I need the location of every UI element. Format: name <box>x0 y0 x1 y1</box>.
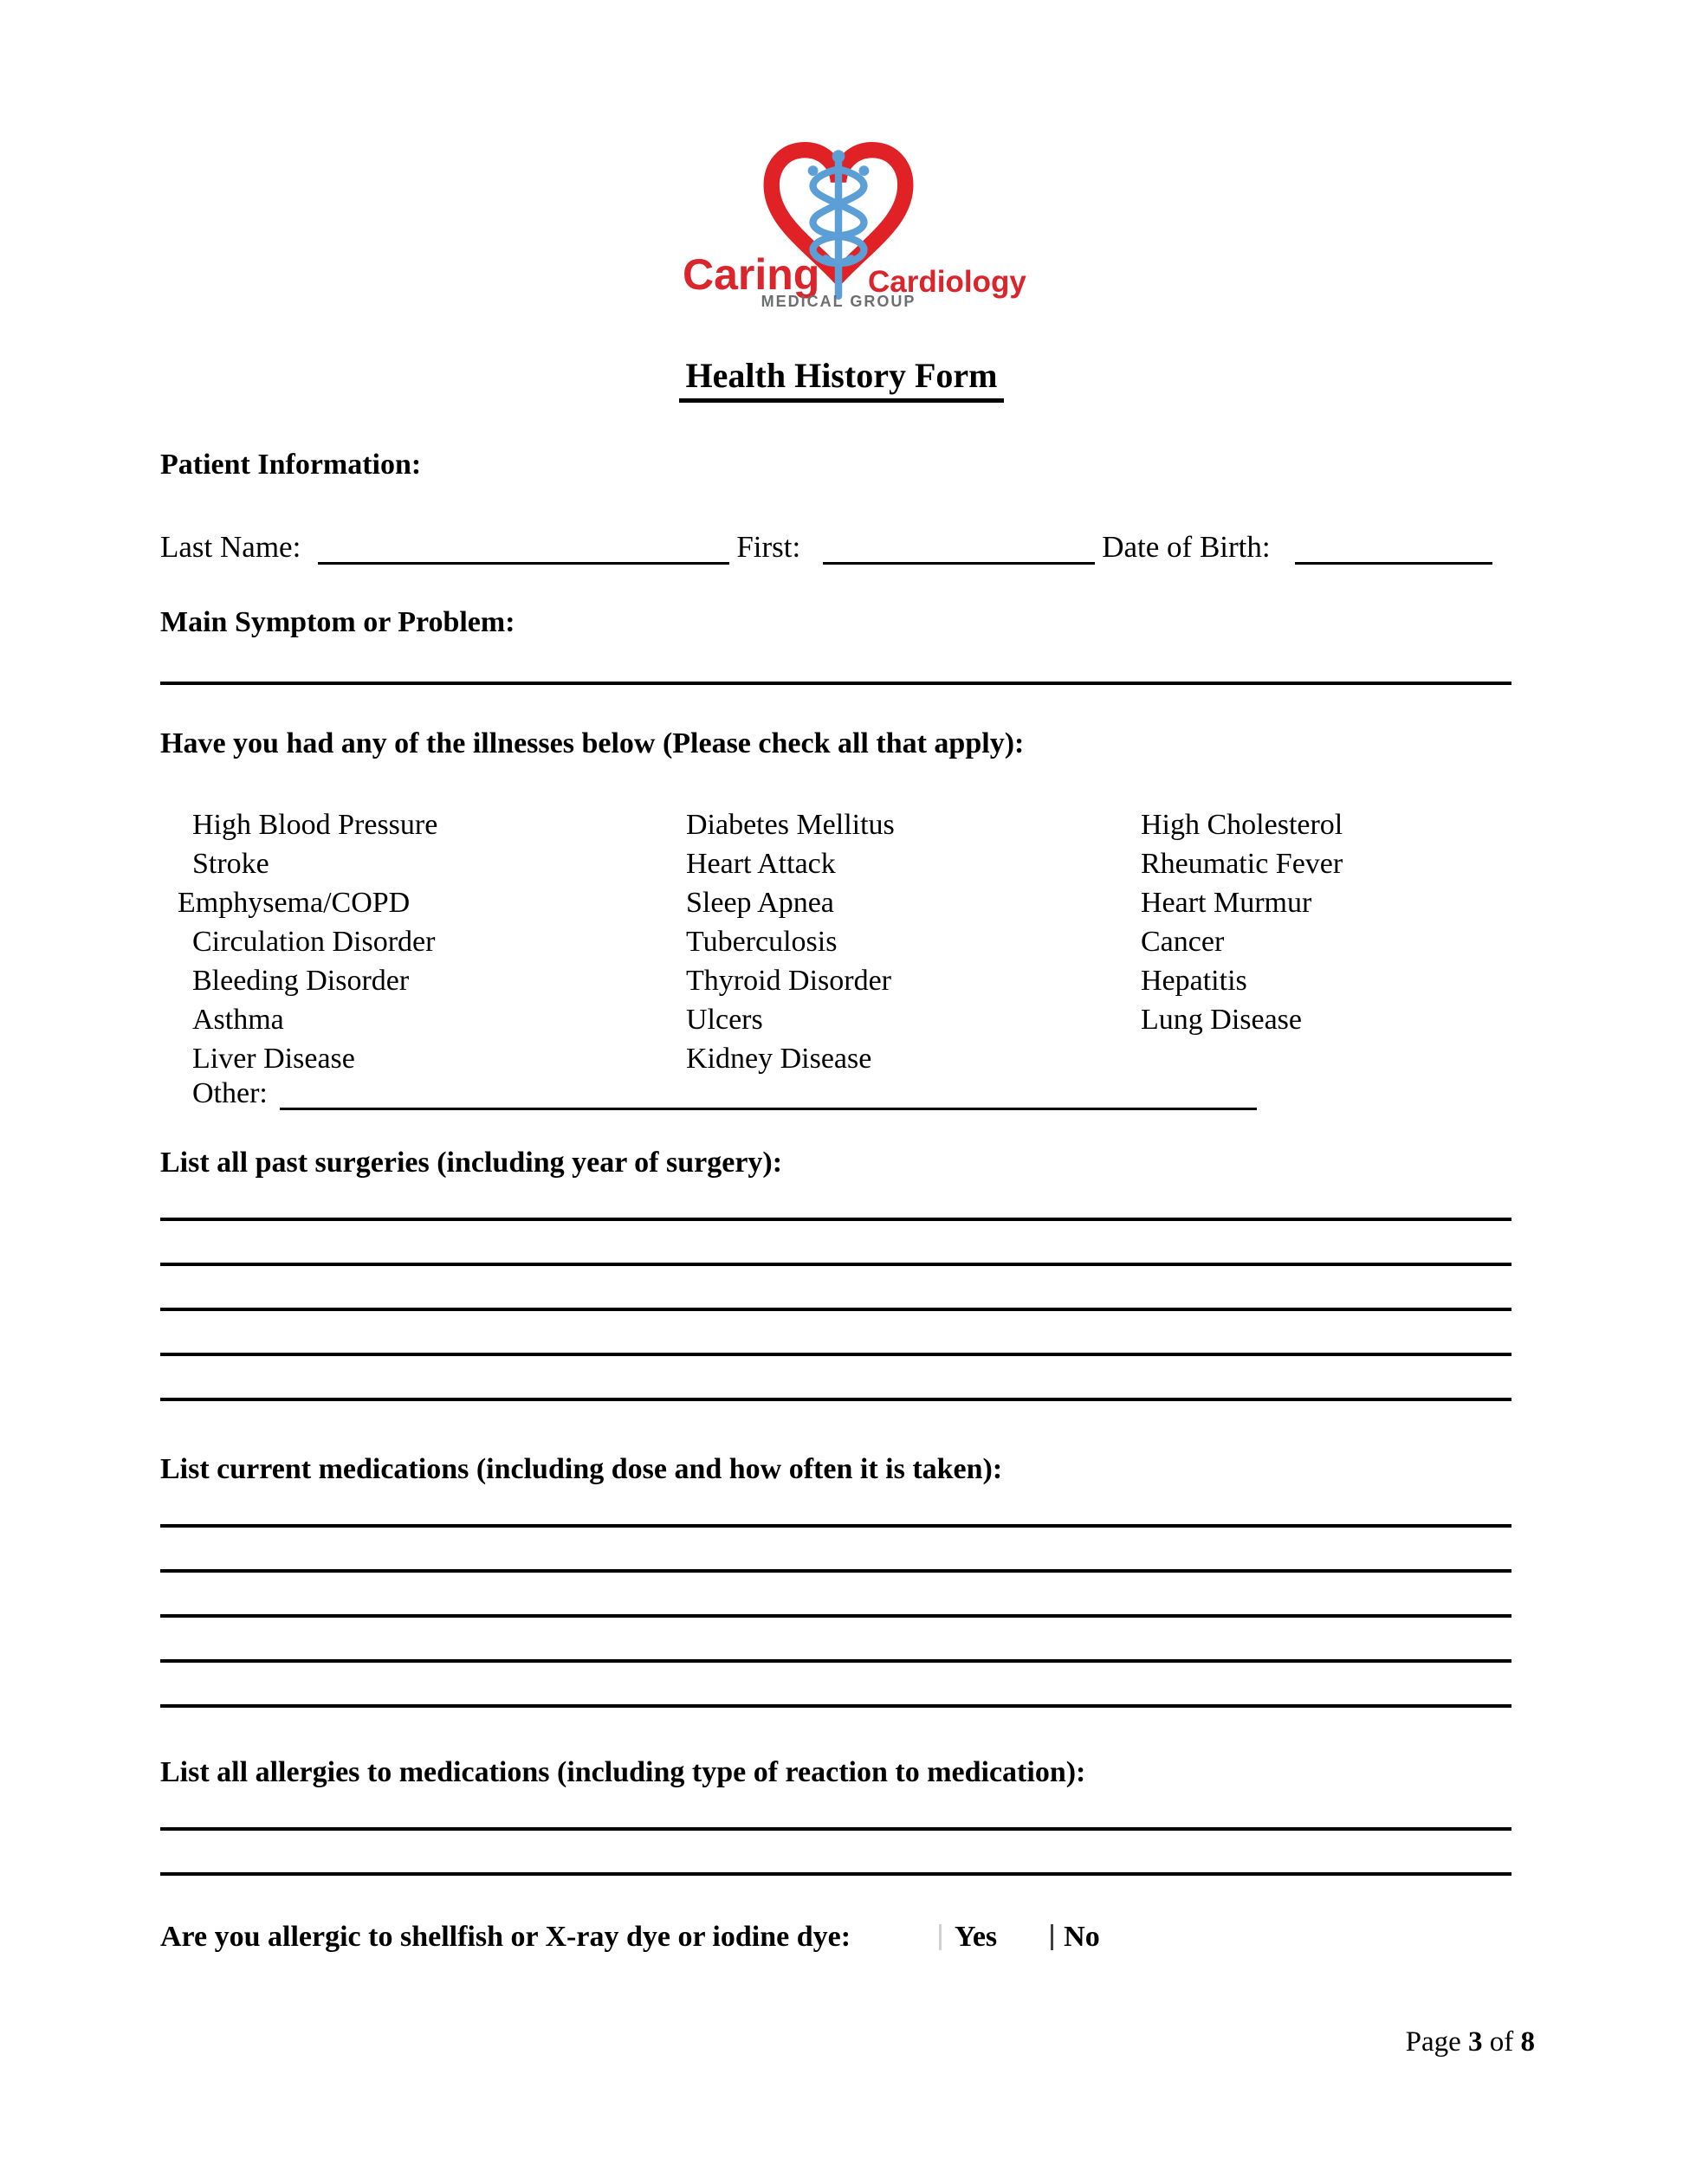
illness-item[interactable]: Diabetes Mellitus <box>686 809 895 841</box>
logo-cardiology-text: Cardiology <box>868 265 1026 299</box>
illness-other-row <box>192 1074 1257 1110</box>
fill-in-line[interactable] <box>160 1704 1511 1708</box>
logo-caring-text: Caring <box>683 250 820 299</box>
page-footer <box>1406 2026 1535 2058</box>
fill-in-line[interactable] <box>160 1218 1511 1221</box>
fill-in-line[interactable] <box>160 1524 1511 1528</box>
page-title: Health History Form <box>679 355 1005 403</box>
total-pages: 8 <box>1520 2026 1535 2058</box>
other-label: Other: <box>192 1077 268 1109</box>
illness-item[interactable]: Sleep Apnea <box>686 887 834 919</box>
illness-item[interactable]: Circulation Disorder <box>192 926 436 958</box>
illness-column-3 <box>1126 805 1343 1039</box>
illness-item[interactable]: Hepatitis <box>1141 965 1247 997</box>
illness-item[interactable]: Tuberculosis <box>686 926 838 958</box>
illness-question-heading: Have you had any of the illnesses below (Please check all that apply): <box>160 727 1025 759</box>
last-name-label: Last Name: <box>160 530 301 564</box>
medications-lines <box>160 1524 1511 1749</box>
illness-item[interactable]: High Cholesterol <box>1141 809 1343 841</box>
illness-item[interactable]: Asthma <box>192 1004 284 1036</box>
main-symptom-heading: Main Symptom or Problem: <box>160 606 515 638</box>
main-symptom-blank-line[interactable] <box>160 682 1511 685</box>
no-checkbox-mark[interactable] <box>1051 1924 1053 1950</box>
fill-in-line[interactable] <box>160 1353 1511 1356</box>
allergies-heading: List all allergies to medications (including type of reaction to medication): <box>160 1756 1086 1788</box>
illness-item[interactable]: Ulcers <box>686 1004 763 1036</box>
shellfish-question: Are you allergic to shellfish or X-ray dye or iodine dye: <box>160 1921 851 1953</box>
illness-item[interactable]: Bleeding Disorder <box>192 965 410 997</box>
illness-column-2 <box>671 805 895 1078</box>
fill-in-line[interactable] <box>160 1659 1511 1663</box>
patient-name-row <box>160 525 1524 565</box>
fill-in-line[interactable] <box>160 1398 1511 1401</box>
fill-in-line[interactable] <box>160 1569 1511 1573</box>
dob-blank[interactable] <box>1295 532 1492 565</box>
illness-item[interactable]: Heart Murmur <box>1141 887 1312 919</box>
logo-medical-group-text: MEDICAL GROUP <box>761 293 916 310</box>
fill-in-line[interactable] <box>160 1872 1511 1876</box>
illness-item[interactable]: Liver Disease <box>192 1043 355 1075</box>
illness-item[interactable]: Stroke <box>192 848 269 880</box>
first-name-blank[interactable] <box>823 532 1095 565</box>
illness-item[interactable]: Cancer <box>1141 926 1225 958</box>
medications-heading: List current medications (including dose and how often it is taken): <box>160 1453 1003 1485</box>
illness-item[interactable]: Heart Attack <box>686 848 836 880</box>
shellfish-question-row <box>160 1921 1100 1954</box>
illness-column-1 <box>178 805 437 1078</box>
surgeries-heading: List all past surgeries (including year of surgery): <box>160 1147 783 1179</box>
illness-item[interactable]: Kidney Disease <box>686 1043 872 1075</box>
no-label[interactable]: No <box>1064 1921 1100 1953</box>
illness-item[interactable]: Thyroid Disorder <box>686 965 892 997</box>
allergies-lines <box>160 1827 1511 1917</box>
fill-in-line[interactable] <box>160 1263 1511 1266</box>
dob-label: Date of Birth: <box>1102 530 1271 564</box>
surgeries-lines <box>160 1218 1511 1443</box>
fill-in-line[interactable] <box>160 1308 1511 1311</box>
yes-checkbox-mark[interactable] <box>939 1924 942 1950</box>
footer-page-word: Page <box>1405 2026 1461 2058</box>
page-number: 3 <box>1468 2026 1483 2058</box>
patient-info-heading: Patient Information: <box>160 449 422 481</box>
last-name-blank[interactable] <box>318 532 729 565</box>
illness-item[interactable]: Rheumatic Fever <box>1141 848 1343 880</box>
fill-in-line[interactable] <box>160 1827 1511 1831</box>
footer-of-word: of <box>1489 2026 1514 2058</box>
fill-in-line[interactable] <box>160 1614 1511 1618</box>
illness-item[interactable]: Lung Disease <box>1141 1004 1303 1036</box>
caduceus-icon <box>808 150 870 300</box>
yes-label[interactable]: Yes <box>955 1921 998 1953</box>
illness-item[interactable]: High Blood Pressure <box>192 809 438 841</box>
illness-item[interactable]: Emphysema/COPD <box>178 887 411 919</box>
first-name-label: First: <box>736 530 801 564</box>
other-blank[interactable] <box>280 1079 1257 1110</box>
